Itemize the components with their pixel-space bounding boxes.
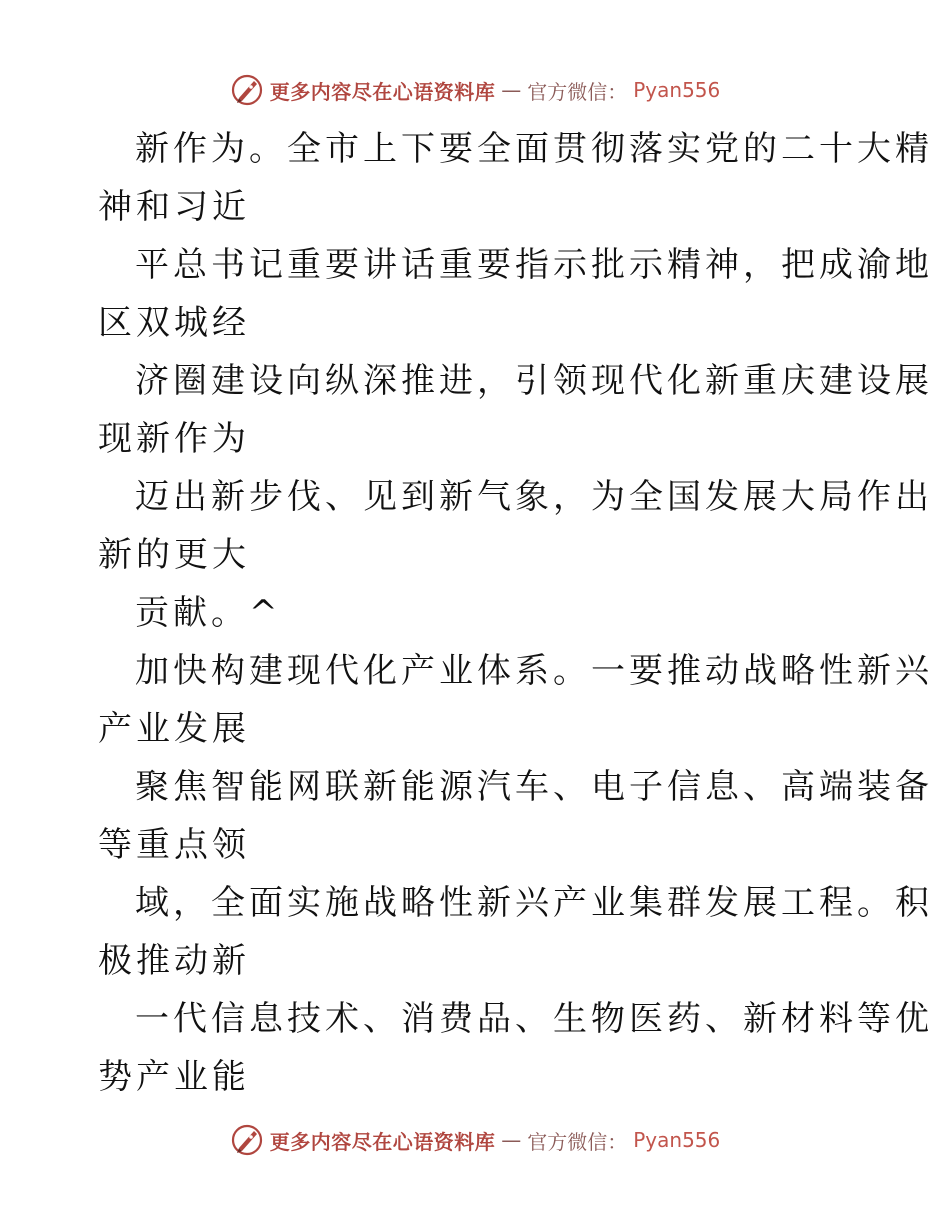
- document-body: [98, 120, 933, 1106]
- body-line: 极推动新: [98, 941, 250, 981]
- body-line: 济圈建设向纵深推进，引领现代化新重庆建设展: [135, 361, 933, 401]
- body-line: 现新作为: [98, 419, 250, 459]
- body-line: 产业发展: [98, 709, 250, 749]
- banner-text: 更多内容尽在心语资料库: [269, 1129, 496, 1154]
- body-line: 势产业能: [98, 1057, 250, 1097]
- body-line: 域，全面实施战略性新兴产业集群发展工程。积: [135, 883, 933, 923]
- page-footer-banner: [0, 1122, 950, 1158]
- body-line: 新作为。全市上下要全面贯彻落实党的二十大精: [135, 129, 933, 169]
- body-line: 新的更大: [98, 535, 250, 575]
- quill-pen-logo-icon: [230, 1123, 264, 1157]
- body-line: 迈出新步伐、见到新气象，为全国发展大局作出: [135, 477, 933, 517]
- body-line: 区双城经: [98, 303, 250, 343]
- banner-text: 更多内容尽在心语资料库: [269, 79, 496, 104]
- body-line: 神和习近: [98, 187, 250, 227]
- official-account-id: Pyan556: [633, 1128, 721, 1152]
- banner-separator: —: [501, 1128, 522, 1152]
- official-account-label: 官方微信：: [527, 1129, 628, 1154]
- body-line: 贡献。^: [135, 593, 282, 633]
- body-line: 加快构建现代化产业体系。一要推动战略性新兴: [135, 651, 933, 691]
- body-line: 一代信息技术、消费品、生物医药、新材料等优: [135, 999, 933, 1039]
- page-header-banner: [0, 72, 950, 108]
- banner-separator: —: [501, 78, 522, 102]
- body-line: 聚焦智能网联新能源汽车、电子信息、高端装备: [135, 767, 933, 807]
- official-account-id: Pyan556: [633, 78, 721, 102]
- official-account-label: 官方微信：: [527, 79, 628, 104]
- body-line: 平总书记重要讲话重要指示批示精神，把成渝地: [135, 245, 933, 285]
- body-line: 等重点领: [98, 825, 250, 865]
- quill-pen-logo-icon: [230, 73, 264, 107]
